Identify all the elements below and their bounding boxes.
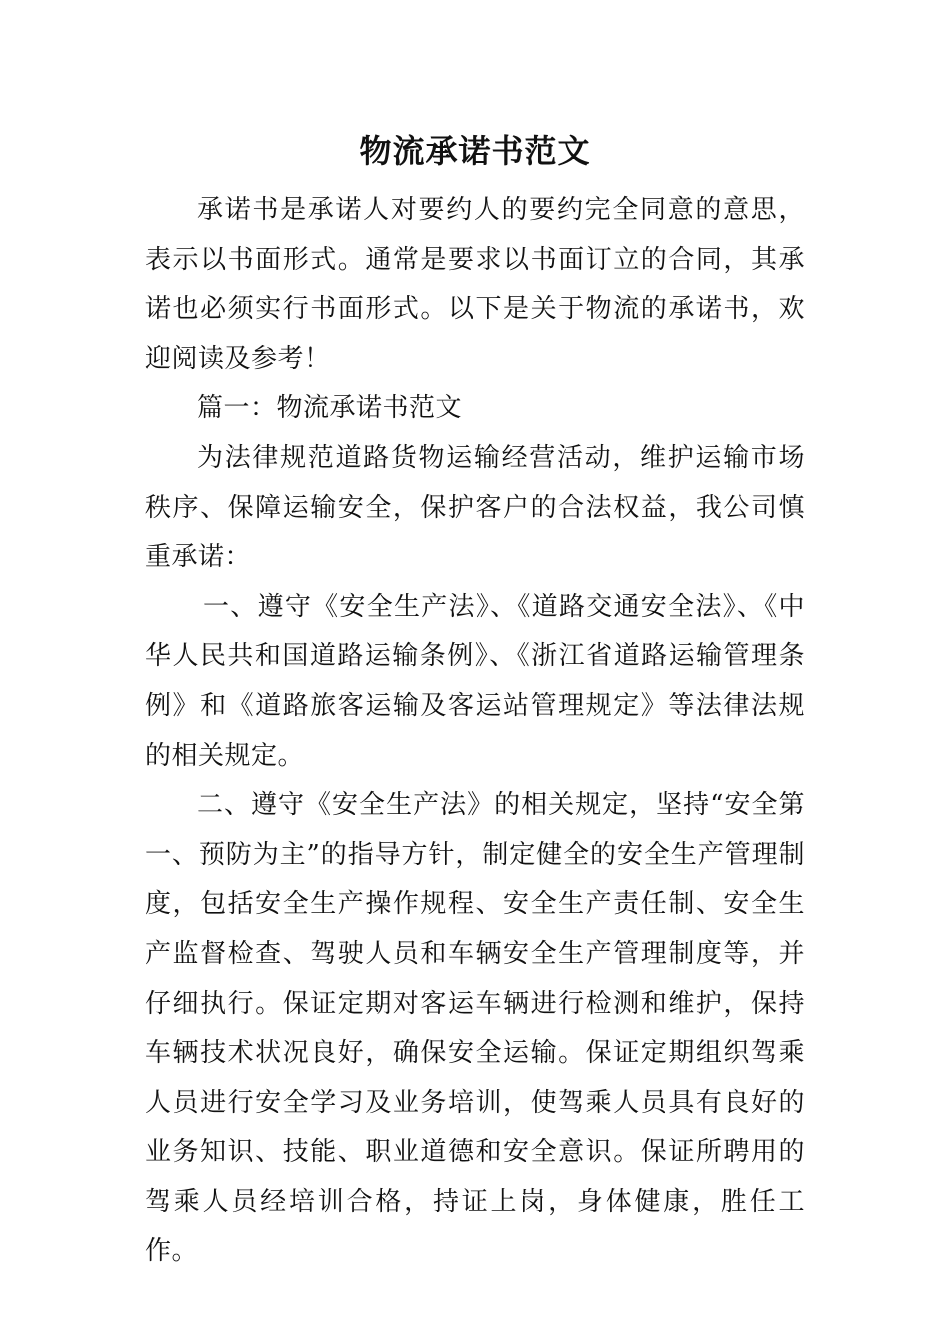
commitment-intro-paragraph: 为法律规范道路货物运输经营活动，维护运输市场秩序、保障运输安全，保护客户的合法权益，我公司慎重承诺：	[145, 442, 805, 573]
commitment-item-1: 一、遵守《安全生产法》、《道路交通安全法》、《中华人民共和国道路运输条例》、《浙江省道路运输管理条例》和《道路旅客运输及客运站管理规定》等法律法规的相关规定。	[145, 591, 805, 771]
commitment-item-2: 二、遵守《安全生产法》的相关规定，坚持“安全第一、预防为主”的指导方针，制定健全的安全生产管理制度，包括安全生产操作规程、安全生产责任制、安全生产监督检查、驾驶人员和车辆安全生产管理制度等，并仔细执行。保证定期对客运车辆进行检测和维护，保持车辆技术状况良好，确保安全运输。保证定期组织驾乘人员进行安全学习及业务培训，使驾乘人员具有良好的业务知识、技能、职业道德和安全意识。保证所聘用的驾乘人员经培训合格，持证上岗，身体健康，胜任工作。	[145, 790, 805, 1267]
document-content	[145, 124, 805, 1277]
intro-paragraph: 承诺书是承诺人对要约人的要约完全同意的意思，表示以书面形式。通常是要求以书面订立的合同，其承诺也必须实行书面形式。以下是关于物流的承诺书，欢迎阅读及参考！	[145, 195, 805, 374]
document-title: 物流承诺书范文	[359, 132, 591, 170]
section-heading: 篇一：物流承诺书范文	[197, 393, 463, 424]
